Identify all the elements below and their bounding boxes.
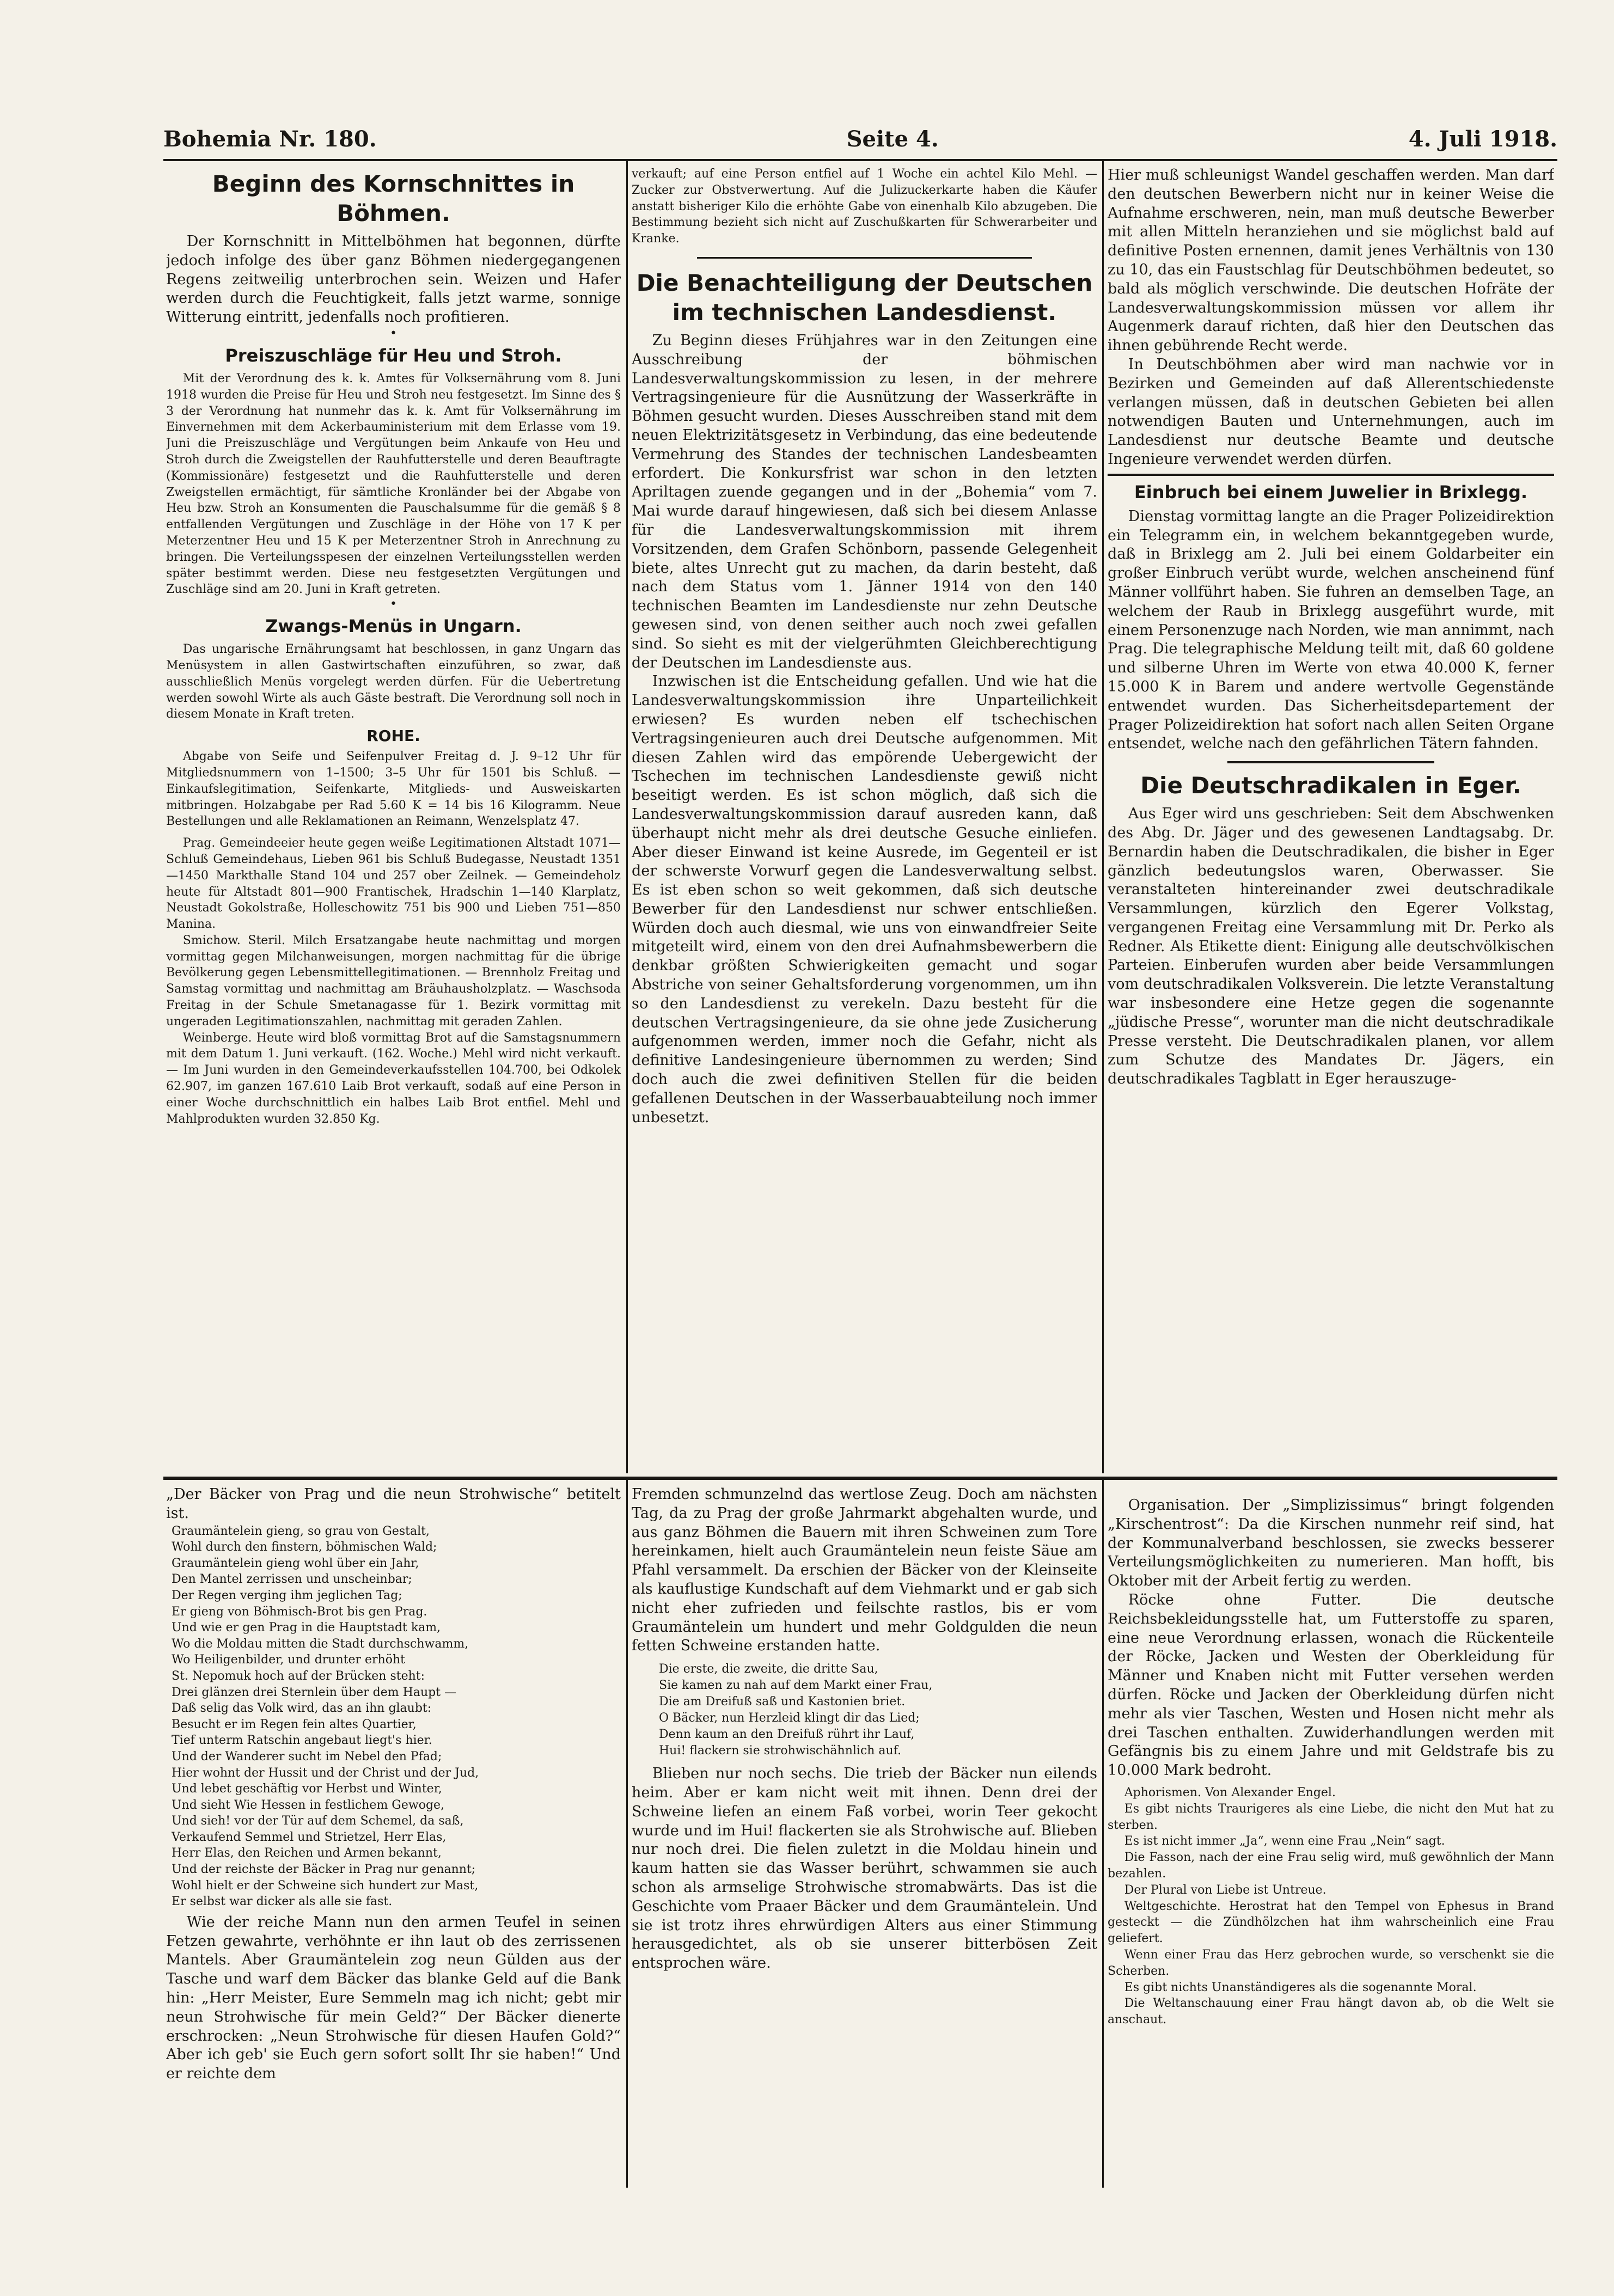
poem-line: Besucht er im Regen fein altes Quartier,	[172, 1717, 417, 1731]
article-text: Mit der Verordnung des k. k. Amtes für Volksernährung vom 8. Juni 1918 wurden die Preise für Heu und Stroh neu festgesetzt. Im Sinne des § 3 der Verordnung hat nunmehr das k. k. Amt für Volksernährung im Einvernehmen mit dem Ackerbauministerium mit dem Erlasse vom 19. Juni die Preiszuschläge und Vergütungen beim Ankaufe von Heu und Stroh durch die Zweigstellen der Rauhfutterstelle und deren Beauftragte (Kommissionäre) festgesetzt und die Rauhfutterstelle und deren Zweigstellen ermächtigt, für sämtliche Kronländer bei der Abgabe von Heu bzw. Stroh an Konsumenten die Pauschalsumme für die gemäß § 8 entfallenden Vergütungen und Zuschläge in der Höhe von 17 K per Meterzentner Heu und 15 K per Meterzentner Stroh in Anrechnung zu bringen. Die Verteilungsspesen der einzelnen Verteilungsstellen werden später bestimmt werden. Diese neu festgesetzten Vergütungen und Zuschläge sind am 20. Juni in Kraft getreten.	[166, 371, 621, 597]
poem-line: Den Mantel zerrissen und unscheinbar;	[172, 1572, 412, 1587]
poem-line: St. Nepomuk hoch auf der Brücken steht:	[172, 1669, 425, 1683]
column-rule	[626, 161, 628, 1473]
aphorism-heading: Aphorismen. Von Alexander Engel.	[1124, 1785, 1336, 1799]
aphorism: Die Weltanschauung einer Frau hängt davon ab, ob die Welt sie anschaut.	[1108, 1997, 1554, 2027]
article-text: Weinberge. Heute wird bloß vormittag Brot auf die Samstagsnummern mit dem Datum 1. Juni verkauft. (162. Woche.) Mehl wird nicht verkauft. — Im Juni wurden in den Gemeindeverkaufsstellen 104.700, bei Odkolek 62.907, im ganzen 167.610 Laib Brot verkauft, sodaß auf eine Person in einer Woche durchschnittlich ein halbes Laib Brot entfiel. Mehl und Mahlprodukten wurden 32.850 Kg.	[166, 1031, 621, 1126]
poem-line: Graumäntelein gieng wohl über ein Jahr,	[172, 1556, 419, 1570]
article-text: Organisation. Der „Simplizissimus“ bringt folgenden „Kirschentrost“: Da die Kirschen nunmehr reif sind, hat der Kommunalverband beschlossen, sie zwecks besserer Verteilungsmöglichkeiten zu numerieren. Man hofft, bis Oktober mit der Arbeit fertig zu werden.	[1108, 1497, 1554, 1590]
header-rule	[163, 159, 1557, 161]
aphorism: Der Plural von Liebe ist Untreue.	[1124, 1883, 1326, 1897]
article-text: Dienstag vormittag langte an die Prager Polizeidirektion ein Telegramm ein, in welchem bekanntgegeben wurde, daß in Brixlegg am 2. Juli bei einem Goldarbeiter ein großer Einbruch verübt wurde, welchen anscheinend fünf Männer vollführt haben. Sie fuhren an demselben Tage, an welchem der Raub in Brixlegg ausgeführt wurde, mit einem Personenzuge nach Norden, wie man annimmt, nach Prag. Die telegraphische Meldung teilt mit, daß 60 goldene und silberne Uhren im Werte von etwa 40.000 K, ferner 15.000 K in Barem und andere wertvolle Gegenstände entwendet wurden. Das Sicherheitsdepartement der Prager Polizeidirektion hat sofort nach allen Seiten Organe entsendet, welche nach den gefährlichen Tätern fahnden.	[1108, 507, 1554, 752]
poem-line: Die erste, die zweite, die dritte Sau,	[659, 1662, 878, 1676]
article-text: Hier muß schleunigst Wandel geschaffen werden. Man darf den deutschen Bewerbern nicht nur in keiner Weise die Aufnahme erschweren, nein, man muß deutsche Bewerber mit allen Mitteln heranziehen und sie möglichst bald auf definitive Posten ernennen, damit jenes Verhältnis von 130 zu 10, das ein Faustschlag für Deutschböhmen bedeutet, so bald als möglich verschwinde. Die deutschen Hofräte der Landesverwaltungskommission müssen vor allem ihr Augenmerk darauf richten, daß hier den Deutschen das ihnen gebührende Recht werde.	[1108, 167, 1554, 354]
article-heading: Preiszuschläge für Heu und Stroh.	[225, 345, 562, 366]
poem-line: Denn kaum an den Dreifuß rührt ihr Lauf,	[659, 1728, 915, 1742]
column-rule	[626, 1480, 628, 2188]
column-2	[632, 166, 1097, 1473]
column-4	[166, 1485, 621, 2188]
poem-line: Wo Heiligenbilder, und drunter erhöht	[172, 1653, 405, 1667]
article-heading: Die Deutschradikalen in Eger.	[1140, 772, 1521, 799]
poem-line: Und lebet geschäftig vor Herbst und Winter,	[172, 1782, 442, 1796]
poem-line: Herr Elas, den Reichen und Armen bekannt,	[172, 1846, 442, 1860]
poem-line: Sie kamen zu nah auf dem Markt einer Frau,	[659, 1679, 933, 1693]
article-text: Das ungarische Ernährungsamt hat beschlossen, in ganz Ungarn das Menüsystem in allen Gastwirtschaften einzuführen, so zwar, daß ausschließlich Menüs vorgelegt werden dürfen. Für die Uebertretung werden sowohl Wirte als auch Gäste bestraft. Die Verordnung soll noch in diesem Monate in Kraft treten.	[166, 642, 621, 721]
aphorism: Es gibt nichts Unanständigeres als die sogenannte Moral.	[1124, 1980, 1477, 1994]
article-text: Röcke ohne Futter. Die deutsche Reichsbekleidungsstelle hat, um Futterstoffe zu sparen, eine neue Verordnung erlassen, wonach die Rückenteile der Röcke, Jacken und Westen der Oberkleidung für Männer und Knaben nicht mit Futter versehen werden dürfen. Röcke und Jacken der Oberkleidung dürfen nicht mehr als vier Taschen, Westen und Hosen nicht mehr als drei Taschen enthalten. Zuwiderhandlungen werden mit Gefängnis bis zu einem Jahre und mit Geldstrafe bis zu 10.000 Mark bedroht.	[1108, 1591, 1554, 1779]
poem	[166, 1523, 621, 1910]
column-rule	[1102, 1480, 1104, 2188]
article-heading: Einbruch bei einem Juwelier in Brixlegg.	[1134, 481, 1528, 503]
poem-line: Er gieng von Böhmisch-Brot bis gen Prag.	[172, 1605, 427, 1619]
masthead-issue: Bohemia Nr. 180.	[163, 126, 377, 152]
column-1	[166, 166, 621, 1473]
column-3	[1108, 166, 1554, 1473]
poem-line: Und wie er gen Prag in die Hauptstadt kam,	[172, 1621, 441, 1635]
feuilleton-text: Wie der reiche Mann nun den armen Teufel in seinen Fetzen gewahrte, verhöhnte er ihn laut ob des zerrissenen Mantels. Aber Graumäntelein zog neun Gülden aus der Tasche und warf dem Bäcker das blanke Geld auf die Bank hin: „Herr Meister, Eure Semmeln mag ich nicht; gebt mir neun Strohwische für mein Geld?“ Der Bäcker dienerte erschrocken: „Neun Strohwische für diesen Haufen Gold?“ Aber ich geb' sie Euch gern sofort sollt Ihr sie haben!“ Und er reichte dem	[166, 1913, 621, 2083]
column-rule	[1102, 161, 1104, 1473]
aphorism: Es gibt nichts Traurigeres als eine Liebe, die nicht den Mut hat zu sterben.	[1108, 1802, 1554, 1832]
aphorisms	[1108, 1785, 1554, 2028]
page-header	[163, 123, 1557, 155]
poem-line: Wo die Moldau mitten die Stadt durchschwamm,	[172, 1637, 469, 1651]
poem-line: O Bäcker, nun Herzleid klingt dir das Lied;	[659, 1711, 920, 1725]
article-divider	[697, 257, 1032, 259]
poem-line: Daß selig das Volk wird, das an ihn glaubt:	[172, 1701, 432, 1716]
poem-line: Graumäntelein gieng, so grau von Gestalt,	[172, 1524, 430, 1538]
poem-line: Und sieh! vor der Tür auf dem Schemel, da saß,	[172, 1814, 464, 1828]
poem-line: Und der reichste der Bäcker in Prag nur genannt;	[172, 1863, 476, 1877]
article-divider	[1227, 761, 1434, 763]
poem-line: Wohl hielt er der Schweine sich hundert zur Mast,	[172, 1878, 479, 1893]
poem-line: Und der Wanderer sucht im Nebel den Pfad;	[172, 1749, 442, 1764]
poem-line: Hier wohnt der Hussit und der Christ und der Jud,	[172, 1766, 479, 1780]
column-6	[1108, 1485, 1554, 2188]
poem-line: Er selbst war dicker als alle sie fast.	[172, 1895, 393, 1909]
feuilleton-text: Fremden schmunzelnd das wertlose Zeug. Doch am nächsten Tag, da zu Prag der große Jahrmarkt abgehalten wurde, und aus ganz Böhmen die Bauern mit ihren Schweinen zum Tore hereinkamen, hielt auch Graumäntelein neun feiste Säue am Pfahl versammelt. Da erschien der Bäcker von der Kleinseite als kauflustige Kundschaft auf dem Viehmarkt und er gab sich nicht eher zufrieden und feilschte rastlos, bis er vom Graumäntelein um hundert und mehr Goldgulden die neun fetten Schweine erstanden hatte.	[632, 1486, 1097, 1655]
section-rule	[163, 1477, 1557, 1480]
poem-line: Tief unterm Ratschin angebaut liegt's hier.	[172, 1734, 432, 1748]
article-text: Abgabe von Seife und Seifenpulver Freitag d. J. 9–12 Uhr für Mitgliedsnummern von 1–1500; 3–5 Uhr für 1501 bis Schluß. — Einkaufslegitimation, Seifenkarte, Mitglieds- und Ausweiskarten mitbringen. Holzabgabe per Rad 5.60 K = 14 bis 16 Kilogramm. Neue Bestellungen und alle Reklamationen an Reimann, Wenzelsplatz 47.	[166, 750, 621, 829]
poem-line: Der Regen verging ihm jeglichen Tag;	[172, 1588, 402, 1602]
article-text: Zu Beginn dieses Frühjahres war in den Zeitungen eine Ausschreibung der böhmischen Landesverwaltungskommission zu lesen, in der mehrere Vertragsingenieure für die Ausnützung der Wasserkräfte in Böhmen gesucht wurden. Dieses Ausschreiben stand mit dem neuen Elektrizitätsgesetz in Verbindung, das eine bedeutende Vermehrung des Standes der technischen Landesbeamten erfordert. Die Konkursfrist war schon in den letzten Apriltagen zuende gegangen und in der „Bohemia“ vom 7. Mai wurde darauf hingewiesen, daß sich bei diesem Anlasse für die Landesverwaltungskommission mit ihrem Vorsitzenden, dem Grafen Schönborn, passende Gelegenheit biete, altes Unrecht gut zu machen, da darin besteht, daß nach dem Status vom 1. Jänner 1914 von den 140 technischen Beamten im Landesdienste nur zehn Deutsche gewesen sind, von denen seither auch noch zwei gefallen sind. So sieht es mit der vielgerühmten Gleichberechtigung der Deutschen im Landesdienste aus.	[632, 332, 1097, 671]
poem-line: Die am Dreifuß saß und Kastonien briet.	[659, 1695, 906, 1709]
article-heading: Beginn des Kornschnittes in Böhmen.	[212, 170, 575, 226]
feuilleton-text: „Der Bäcker von Prag und die neun Strohwische“ betitelt ist.	[166, 1486, 621, 1522]
article-heading: Die Benachteiligung der Deutschen im technischen Landesdienst.	[636, 269, 1093, 326]
feuilleton-text: Blieben nur noch sechs. Die trieb der Bäcker nun eilends heim. Aber er kam nicht weit mit ihnen. Denn drei der Schweine liefen an einem Faß vorbei, worin Teer gekocht wurde und im Hui! flackerten sie als Strohwische auf. Blieben nur noch drei. Die fielen zuletzt in die Moldau hinein und kaum hatten sie das Wasser berührt, schwammen sie auch schon als armselige Strohwische stromabwärts. Das ist die Geschichte vom Praaer Bäcker und dem Graumäntelein. Und sie ist trotz ihres ehrwürdigen Alters aus einer Stimmung herausgedichtet, als ob sie unserer bitterbösen Zeit entsprochen wäre.	[632, 1765, 1097, 1972]
article-text: Aus Eger wird uns geschrieben: Seit dem Abschwenken des Abg. Dr. Jäger und des gewesenen Landtagsabg. Dr. Bernardin haben die Deutschradikalen, die bisher in Eger gänzlich bedeutungslos waren, Oberwasser. Sie veranstalteten hintereinander zwei deutschradikale Versammlungen, kürzlich den Egerer Volkstag, vergangenen Freitag eine Versammlung mit Dr. Perko als Redner. Als Etikette dient: Einigung alle deutschvölkischen Parteien. Einberufen wurden aber beide Versammlungen vom deutschradikalen Volksverein. Die letzte Veranstaltung war insbesondere eine Hetze gegen die sogenannte „jüdische Presse“, worunter man die nicht deutschradikale Presse versteht. Die Deutschradikalen planen, vor allem zum Schutze des Mandates Dr. Jägers, ein deutschradikales Tagblatt in Eger herauszuge-	[1108, 805, 1554, 1088]
page-number: Seite 4.	[846, 126, 939, 152]
article-text: Inzwischen ist die Entscheidung gefallen. Und wie hat die Landesverwaltungskommission ihre Unparteilichkeit erwiesen? Es wurden neben elf tschechischen Vertragsingenieuren auch drei Deutsche aufgenommen. Mit diesen Zahlen wird das empörende Uebergewicht der Tschechen im technischen Landesdienste gewiß nicht beseitigt werden. Es ist schon möglich, daß sich die Landesverwaltungskommission darauf ausreden kann, daß überhaupt nicht mehr als drei deutsche Gesuche einliefen. Aber dieser Einwand ist keine Ausrede, im Gegenteil er ist der schwerste Vorwurf gegen die Landesverwaltung selbst. Es ist eben schon so weit gekommen, daß sich deutsche Bewerber für den Landesdienst nur schwer entschließen. Würden doch auch diesmal, wie uns von einwandfreier Seite mitgeteilt wird, einem von den drei Aufnahmsbewerbern die denkbar größten Schwierigkeiten gemacht und sogar Abstriche von seiner Gehaltsforderung vorgenommen, um ihn so den Landesdienst zu verekeln. Dazu besteht für die deutschen Vertragsingenieure, da sie ohne jede Zusicherung aufgenommen werden, immer noch die Gefahr, nicht als definitive Landesingenieure übernommen zu werden; Sind doch auch die zwei definitiven Stellen für die beiden gefallenen Deutschen in der Wasserbauabteilung noch immer unbesetzt.	[632, 673, 1097, 1126]
article-heading: ROHE.	[366, 727, 420, 745]
column-5	[632, 1485, 1097, 2188]
aphorism: Die Fasson, nach der eine Frau selig wird, muß gewöhnlich der Mann bezahlen.	[1108, 1851, 1554, 1881]
aphorism: Wenn einer Frau das Herz gebrochen wurde, so verschenkt sie die Scherben.	[1108, 1948, 1554, 1978]
article-text: In Deutschböhmen aber wird man nachwie vor in Bezirken und Gemeinden auf daß Allerentschiedenste verlangen müssen, daß in deutschen Gebieten bei allen notwendigen Bauten und Unternehmungen, auch im Landesdienst nur deutsche Beamte und deutsche Ingenieure verwendet werden dürfen.	[1108, 356, 1554, 468]
article-text: Smichow. Steril. Milch Ersatzangabe heute nachmittag und morgen vormittag gegen Milchanweisungen, morgen nachmittag für die übrige Bevölkerung gegen Lebensmittellegitimationen. — Brennholz Freitag und Samstag vormittag und nachmittag am Bräuhausholzplatz. — Waschsoda Freitag in der Schule Smetanagasse für 1. Bezirk vormittag mit ungeraden Legitimationszahlen, nachmittag mit geraden Zahlen.	[166, 933, 621, 1028]
poem-line: Und sieht Wie Hessen in festlichem Gewoge,	[172, 1798, 445, 1812]
poem-line: Hui! flackern sie strohwischähnlich auf.	[659, 1744, 902, 1758]
separator-dot: •	[390, 597, 397, 611]
poem-line: Drei glänzen drei Sternlein über dem Haupt —	[172, 1685, 457, 1699]
aphorism: Weltgeschichte. Herostrat hat den Tempel von Ephesus in Brand gesteckt — die Zündhölzchen hat ihm wahrscheinlich eine Frau geliefert.	[1108, 1899, 1554, 1946]
article-divider	[1108, 474, 1554, 476]
article-heading: Zwangs-Menüs in Ungarn.	[265, 616, 522, 637]
separator-dot: •	[390, 326, 397, 340]
article-text: Der Kornschnitt in Mittelböhmen hat begonnen, dürfte jedoch infolge des über ganz Böhmen niedergegangenen Regens zeitweilig unterbrochen sein. Weizen und Hafer werden durch die Feuchtigkeit, falls jetzt warme, sonnige Witterung eintritt, jedenfalls noch profitieren.	[166, 233, 621, 326]
article-text: verkauft; auf eine Person entfiel auf 1 Woche ein achtel Kilo Mehl. — Zucker zur Obstverwertung. Auf die Julizuckerkarte haben die Käufer anstatt bisheriger Kilo die erhöhte Gabe von einenhalb Kilo abzugeben. Die Bestimmung bezieht sich nicht auf Zuschußkarten für Schwerarbeiter und Kranke.	[632, 167, 1097, 246]
issue-date: 4. Juli 1918.	[1408, 126, 1557, 152]
aphorism: Es ist nicht immer „Ja“, wenn eine Frau „Nein“ sagt.	[1124, 1834, 1445, 1848]
poem	[632, 1661, 1097, 1759]
poem-line: Verkaufend Semmel und Strietzel, Herr Elas,	[172, 1830, 447, 1844]
poem-line: Wohl durch den finstern, böhmischen Wald;	[172, 1540, 437, 1554]
article-text: Prag. Gemeindeeier heute gegen weiße Legitimationen Altstadt 1071—Schluß Gemeindehaus, Lieben 961 bis Schluß Budegasse, Neustadt 1351—1450 Markthalle Stand 104 und 257 ober Zeilnek. — Gemeindeholz heute für Altstadt 801—900 Frantischek, Hradschin 1—140 Klarplatz, Neustadt Gokolstraße, Holleschowitz 751 bis 900 und Lieben 751—850 Manina.	[166, 836, 621, 932]
